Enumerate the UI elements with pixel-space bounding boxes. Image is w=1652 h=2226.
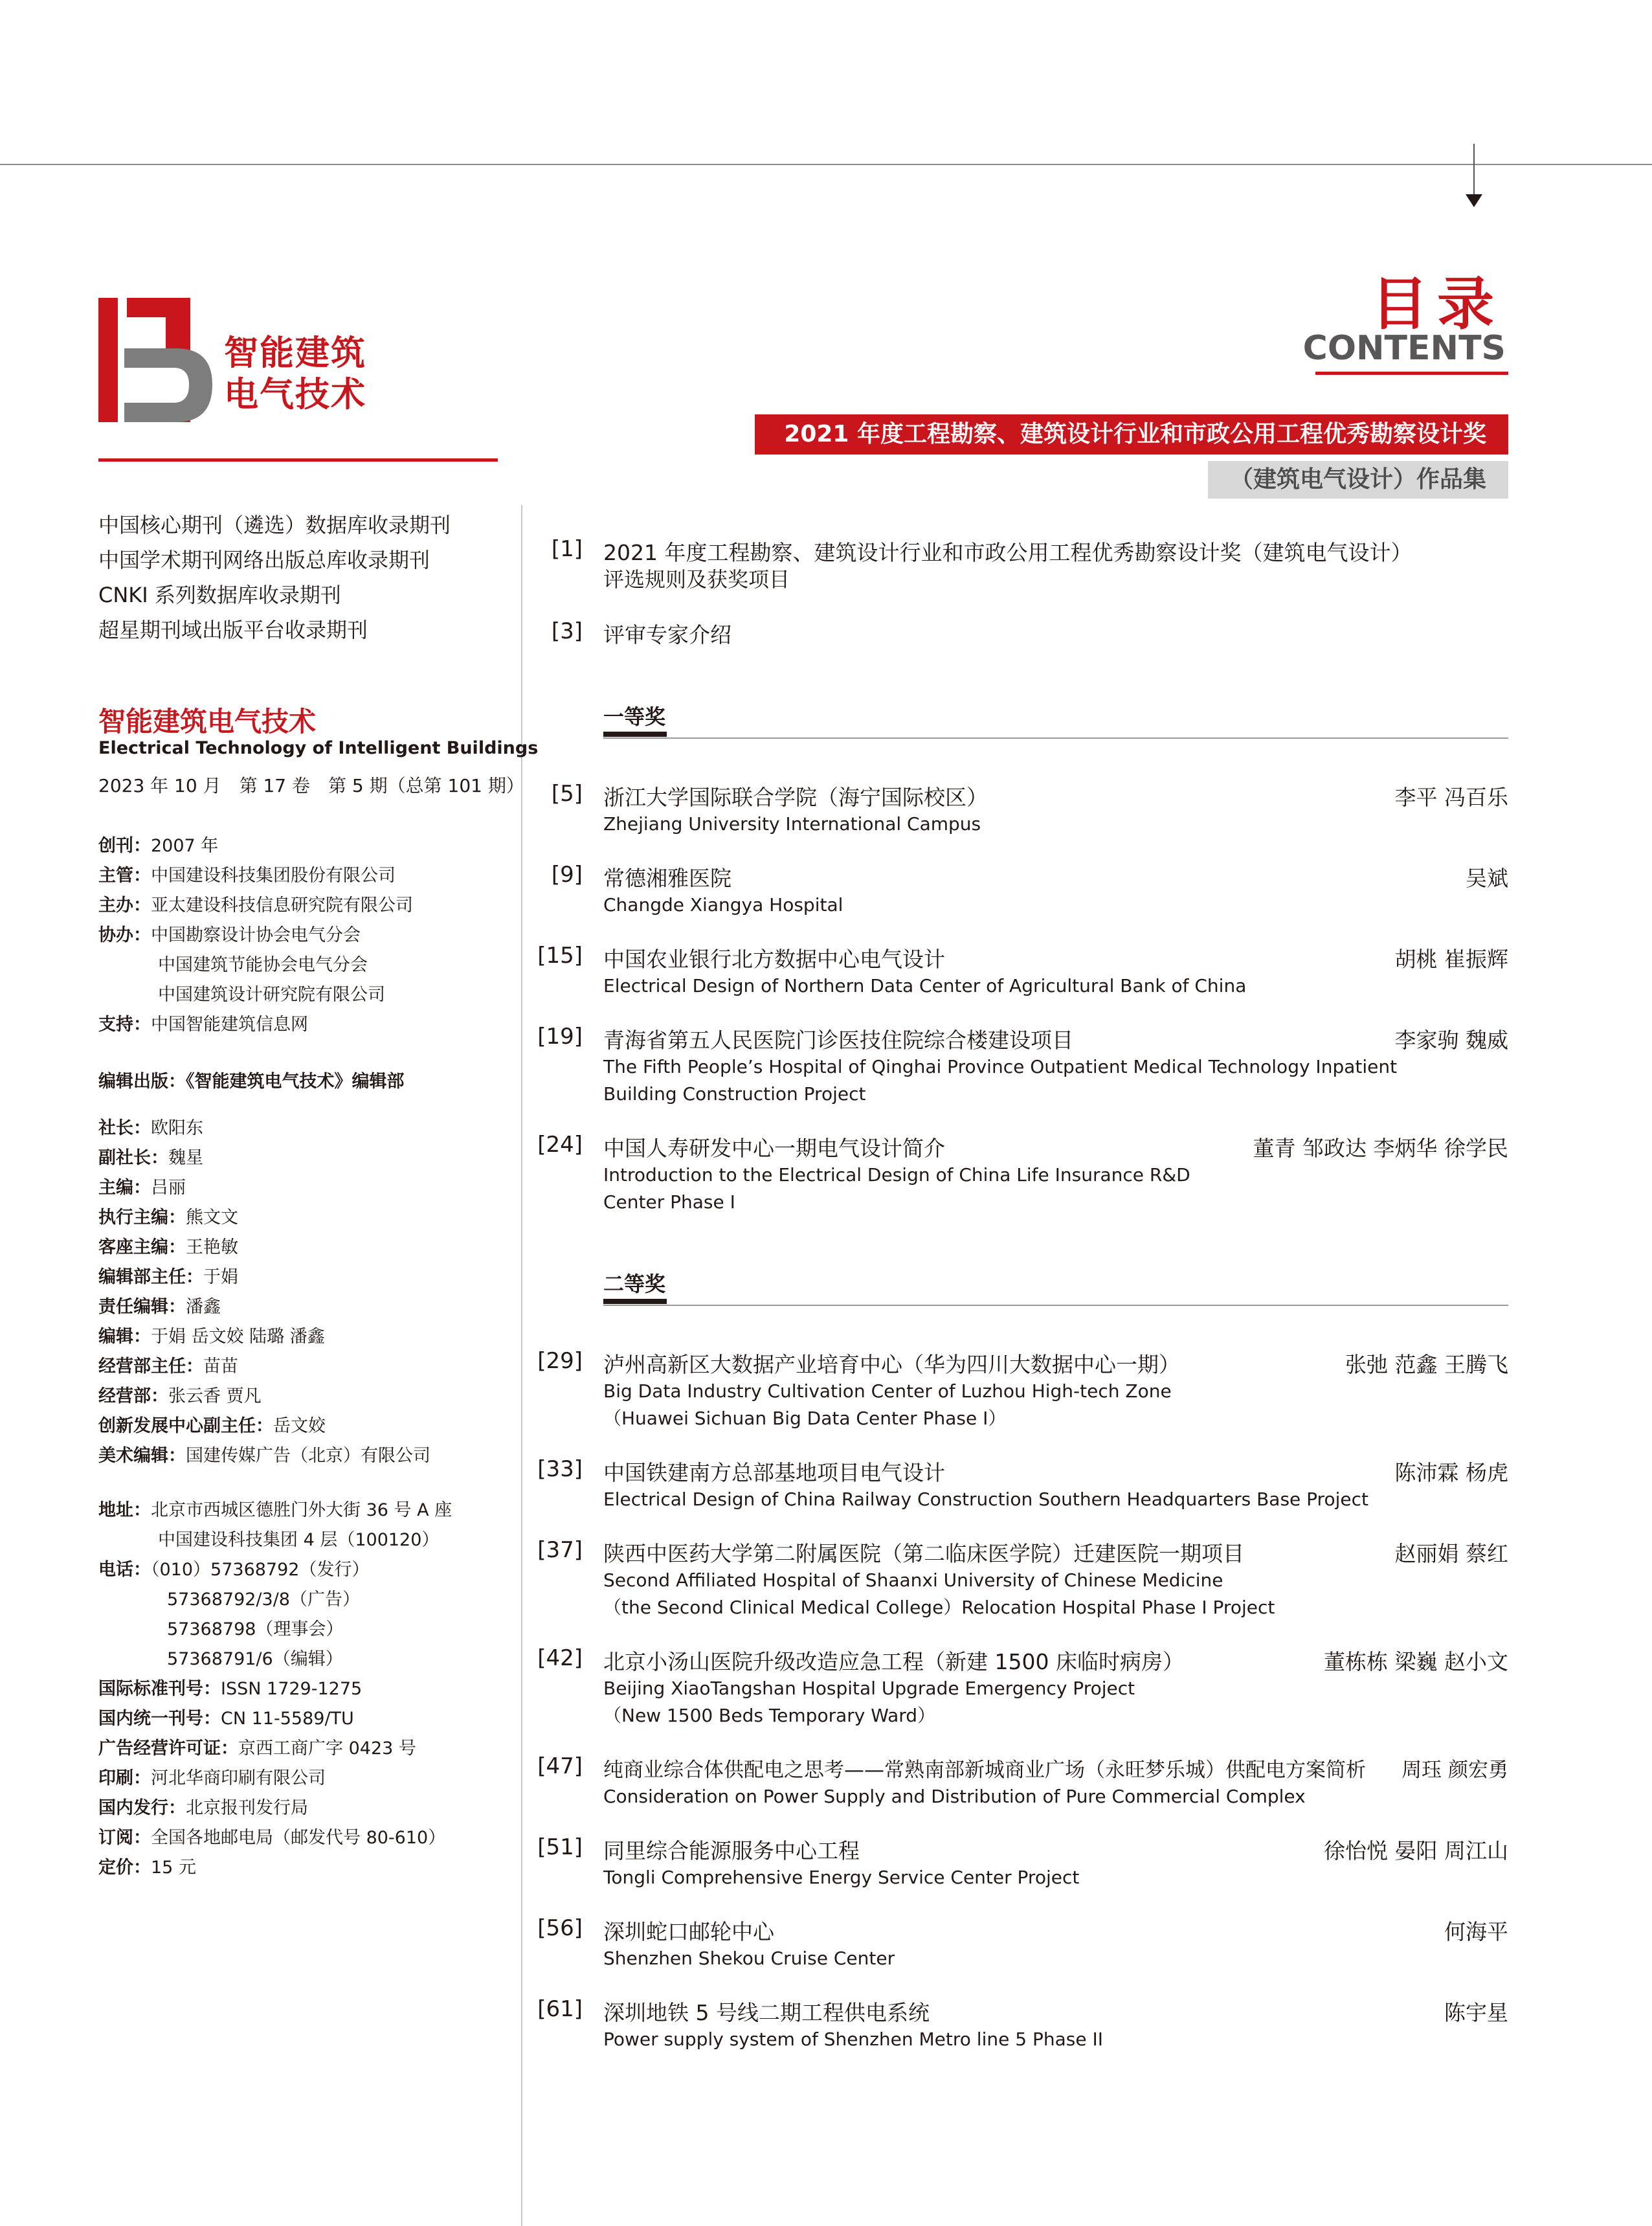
entry-title-en: Power supply system of Shenzhen Metro line 5 Phase II (603, 2029, 1103, 2050)
toc-entry[interactable] (537, 1456, 1508, 1514)
info-row: 主管：中国建设科技集团股份有限公司 (98, 866, 396, 886)
editorial-publisher: 编辑出版：《智能建筑电气技术》编辑部 (98, 1072, 405, 1092)
toc-entry[interactable] (537, 1024, 1508, 1109)
section-line (603, 737, 1508, 739)
staff-list (98, 1114, 430, 1471)
logo-rule (98, 458, 498, 462)
award-banner: 2021 年度工程勘察、建筑设计行业和市政公用工程优秀勘察设计奖 (755, 414, 1508, 455)
section-line (603, 1305, 1508, 1306)
publisher-info (98, 831, 413, 1040)
toc-entry[interactable] (537, 536, 1508, 594)
contents-rule (1315, 372, 1508, 375)
page-number: [9] (551, 862, 583, 888)
logo-line-2: 电气技术 (224, 375, 366, 414)
entry-title-zh: 泸州高新区大数据产业培育中心（华为四川大数据中心一期） (603, 1352, 1180, 1377)
page-number: [5] (551, 781, 583, 807)
page-number: [29] (537, 1348, 583, 1374)
entry-authors: 周珏 颜宏勇 (1401, 1759, 1508, 1782)
journal-title: 智能建筑电气技术 (98, 706, 317, 737)
page-number: [56] (537, 1915, 583, 1941)
marker-line (1473, 144, 1475, 196)
info-row: 创刊：2007 年 (98, 836, 219, 856)
logo-line-1: 智能建筑 (224, 333, 366, 373)
entry-title-zh: 深圳蛇口邮轮中心 (603, 1919, 774, 1944)
staff-row: 经营部：张云香 贾凡 (98, 1386, 262, 1406)
listing: 中国核心期刊（遴选）数据库收录期刊 (98, 513, 451, 537)
entry-title: 2021 年度工程勘察、建筑设计行业和市政公用工程优秀勘察设计奖（建筑电气设计） (603, 540, 1412, 565)
entry-title-en: The Fifth People’s Hospital of Qinghai Province Outpatient Medical Technology Inpatient (603, 1056, 1398, 1077)
info-row: 中国建筑节能协会电气分会 (158, 955, 368, 975)
section-bar (603, 732, 667, 737)
entry-title-en: Electrical Design of Northern Data Center of Agricultural Bank of China (603, 975, 1247, 996)
listing: 超星期刊域出版平台收录期刊 (98, 618, 368, 642)
entry-authors: 胡桃 崔振辉 (1394, 947, 1508, 972)
phone-row: 57368792/3/8（广告） (167, 1590, 360, 1610)
staff-row: 执行主编：熊文文 (98, 1208, 238, 1228)
toc-entry[interactable] (537, 781, 1508, 839)
entry-authors: 吴斌 (1466, 866, 1508, 891)
page-number: [42] (537, 1645, 583, 1671)
entry-title-en: Big Data Industry Cultivation Center of Luzhou High-tech Zone (603, 1380, 1172, 1402)
entry-title-zh: 深圳地铁 5 号线二期工程供电系统 (603, 2000, 930, 2025)
top-rule (0, 164, 1652, 165)
issue-info: 2023 年 10 月 第 17 卷 第 5 期（总第 101 期） (98, 775, 524, 796)
section-bar (603, 1299, 667, 1304)
column-divider (521, 505, 522, 2226)
entry-authors: 张弛 范鑫 王腾飞 (1345, 1352, 1508, 1377)
info-row: 协办：中国勘察设计协会电气分会 (98, 925, 361, 945)
toc-entry[interactable] (537, 862, 1508, 920)
toc-entry[interactable] (537, 1132, 1508, 1217)
down-arrow-icon (1466, 194, 1482, 207)
code-row: 订阅：全国各地邮电局（邮发代号 80-610） (98, 1828, 446, 1848)
logo-wordmark (224, 333, 366, 416)
toc-entry[interactable] (537, 1996, 1508, 2054)
page-number: [37] (537, 1537, 583, 1563)
contents-title-en: CONTENTS (1302, 329, 1506, 368)
entry-authors: 赵丽娟 蔡红 (1394, 1541, 1508, 1566)
code-row: 国内统一刊号：CN 11-5589/TU (98, 1709, 354, 1729)
entry-title-zh: 同里综合能源服务中心工程 (603, 1838, 860, 1863)
page-number: [51] (537, 1834, 583, 1860)
entry-title-en: Beijing XiaoTangshan Hospital Upgrade Emergency Project (603, 1678, 1135, 1699)
journal-title-en: Electrical Technology of Intelligent Buildings (98, 738, 539, 758)
staff-row: 编辑部主任：于娟 (98, 1267, 238, 1287)
page-number: [15] (537, 943, 583, 969)
entry-authors: 董栋栋 梁巍 赵小文 (1324, 1649, 1508, 1674)
entry-title-en: Zhejiang University International Campus (603, 813, 981, 835)
staff-row: 编辑：于娟 岳文姣 陆璐 潘鑫 (98, 1327, 325, 1347)
code-row: 印刷：河北华商印刷有限公司 (98, 1768, 326, 1788)
phone-row: 57368798（理事会） (167, 1619, 344, 1639)
entry-title-en: Second Affiliated Hospital of Shaanxi University of Chinese Medicine (603, 1569, 1223, 1591)
toc-entry[interactable] (537, 1348, 1508, 1433)
page-number: [24] (537, 1132, 583, 1158)
listing: CNKI 系列数据库收录期刊 (98, 583, 341, 607)
code-row: 国际标准刊号：ISSN 1729-1275 (98, 1679, 363, 1699)
entry-title-en-cont: Center Phase I (603, 1191, 735, 1213)
entry-title-zh: 陕西中医药大学第二附属医院（第二临床医学院）迁建医院一期项目 (603, 1541, 1244, 1566)
page-number: [61] (537, 1996, 583, 2022)
entry-title: 评审专家介绍 (603, 622, 731, 647)
toc-entry[interactable] (537, 943, 1508, 1001)
address-row: 中国建设科技集团 4 层（100120） (158, 1530, 440, 1550)
entry-title-zh: 纯商业综合体供配电之思考——常熟南部新城商业广场（永旺梦乐城）供配电方案简析 (603, 1759, 1366, 1782)
page-number: [19] (537, 1024, 583, 1050)
code-row: 国内发行：北京报刊发行局 (98, 1798, 308, 1818)
entry-title-zh: 中国人寿研发中心一期电气设计简介 (603, 1136, 945, 1161)
page-number: [33] (537, 1456, 583, 1482)
entry-title-cont: 评选规则及获奖项目 (603, 567, 790, 592)
entry-title-zh: 浙江大学国际联合学院（海宁国际校区） (603, 785, 988, 810)
contents-title-zh: 目录 (1370, 271, 1503, 337)
page-number: [1] (551, 536, 583, 562)
entry-authors: 陈沛霖 杨虎 (1394, 1460, 1508, 1485)
toc-entry[interactable] (537, 1915, 1508, 1973)
contact-block (98, 1496, 452, 1883)
section-title-first-prize: 一等奖 (603, 704, 666, 729)
entry-title-en: Consideration on Power Supply and Distribution of Pure Commercial Complex (603, 1786, 1306, 1807)
toc-entry[interactable] (537, 618, 1508, 647)
entry-title-en: Tongli Comprehensive Energy Service Center Project (603, 1867, 1080, 1888)
staff-row: 客座主编：王艳敏 (98, 1237, 238, 1257)
toc-entry[interactable] (537, 1537, 1508, 1623)
info-row: 主办：亚太建设科技信息研究院有限公司 (98, 895, 413, 916)
toc-entry[interactable] (537, 1753, 1508, 1812)
code-row: 定价：15 元 (98, 1858, 196, 1878)
entry-authors: 李家驹 魏威 (1394, 1028, 1508, 1053)
entry-title-en: Shenzhen Shekou Cruise Center (603, 1948, 895, 1969)
entry-title-en-cont: （New 1500 Beds Temporary Ward） (603, 1705, 936, 1726)
phone-row: 电话：（010）57368792（发行） (98, 1560, 370, 1580)
info-row: 支持：中国智能建筑信息网 (98, 1015, 308, 1035)
entry-title-zh: 常德湘雅医院 (603, 866, 731, 891)
award-subbanner: （建筑电气设计）作品集 (1208, 461, 1508, 499)
core-listings (98, 508, 451, 647)
page-number: [3] (551, 618, 583, 644)
section-title-second-prize: 二等奖 (603, 1272, 666, 1296)
staff-row: 主编：吕丽 (98, 1178, 186, 1198)
entry-title-zh: 青海省第五人民医院门诊医技住院综合楼建设项目 (603, 1028, 1073, 1053)
toc-entry[interactable] (537, 1645, 1508, 1731)
address-row: 地址：北京市西城区德胜门外大街 36 号 A 座 (98, 1500, 452, 1520)
staff-row: 创新发展中心副主任：岳文姣 (98, 1416, 326, 1436)
entry-authors: 徐怡悦 晏阳 周江山 (1324, 1838, 1508, 1863)
entry-authors: 董青 邹政达 李炳华 徐学民 (1253, 1136, 1508, 1161)
entry-title-en-cont: （the Second Clinical Medical College）Relocation Hospital Phase I Project (603, 1597, 1275, 1618)
code-row: 广告经营许可证：京西工商广字 0423 号 (98, 1738, 416, 1759)
entry-authors: 何海平 (1444, 1919, 1508, 1944)
staff-row: 社长：欧阳东 (98, 1118, 203, 1138)
staff-row: 美术编辑：国建传媒广告（北京）有限公司 (98, 1446, 430, 1466)
toc-entry[interactable] (537, 1834, 1508, 1893)
phone-row: 57368791/6（编辑） (167, 1649, 343, 1669)
staff-row: 责任编辑：潘鑫 (98, 1297, 221, 1317)
staff-row: 副社长：魏星 (98, 1148, 203, 1168)
info-row: 中国建筑设计研究院有限公司 (158, 985, 385, 1005)
entry-title-en-cont: （Huawei Sichuan Big Data Center Phase I） (603, 1408, 1007, 1429)
entry-title-en-cont: Building Construction Project (603, 1083, 866, 1105)
page-number: [47] (537, 1753, 583, 1779)
entry-title-zh: 中国铁建南方总部基地项目电气设计 (603, 1460, 945, 1485)
entry-title-en: Electrical Design of China Railway Construction Southern Headquarters Base Project (603, 1489, 1368, 1510)
entry-title-zh: 中国农业银行北方数据中心电气设计 (603, 947, 945, 972)
entry-authors: 陈宇星 (1444, 2000, 1508, 2025)
entry-title-en: Changde Xiangya Hospital (603, 894, 843, 916)
staff-row: 经营部主任：苗苗 (98, 1356, 238, 1377)
listing: 中国学术期刊网络出版总库收录期刊 (98, 548, 430, 572)
entry-title-en: Introduction to the Electrical Design of China Life Insurance R&D (603, 1164, 1190, 1186)
entry-authors: 李平 冯百乐 (1394, 785, 1508, 810)
entry-title-zh: 北京小汤山医院升级改造应急工程（新建 1500 床临时病房） (603, 1649, 1184, 1674)
